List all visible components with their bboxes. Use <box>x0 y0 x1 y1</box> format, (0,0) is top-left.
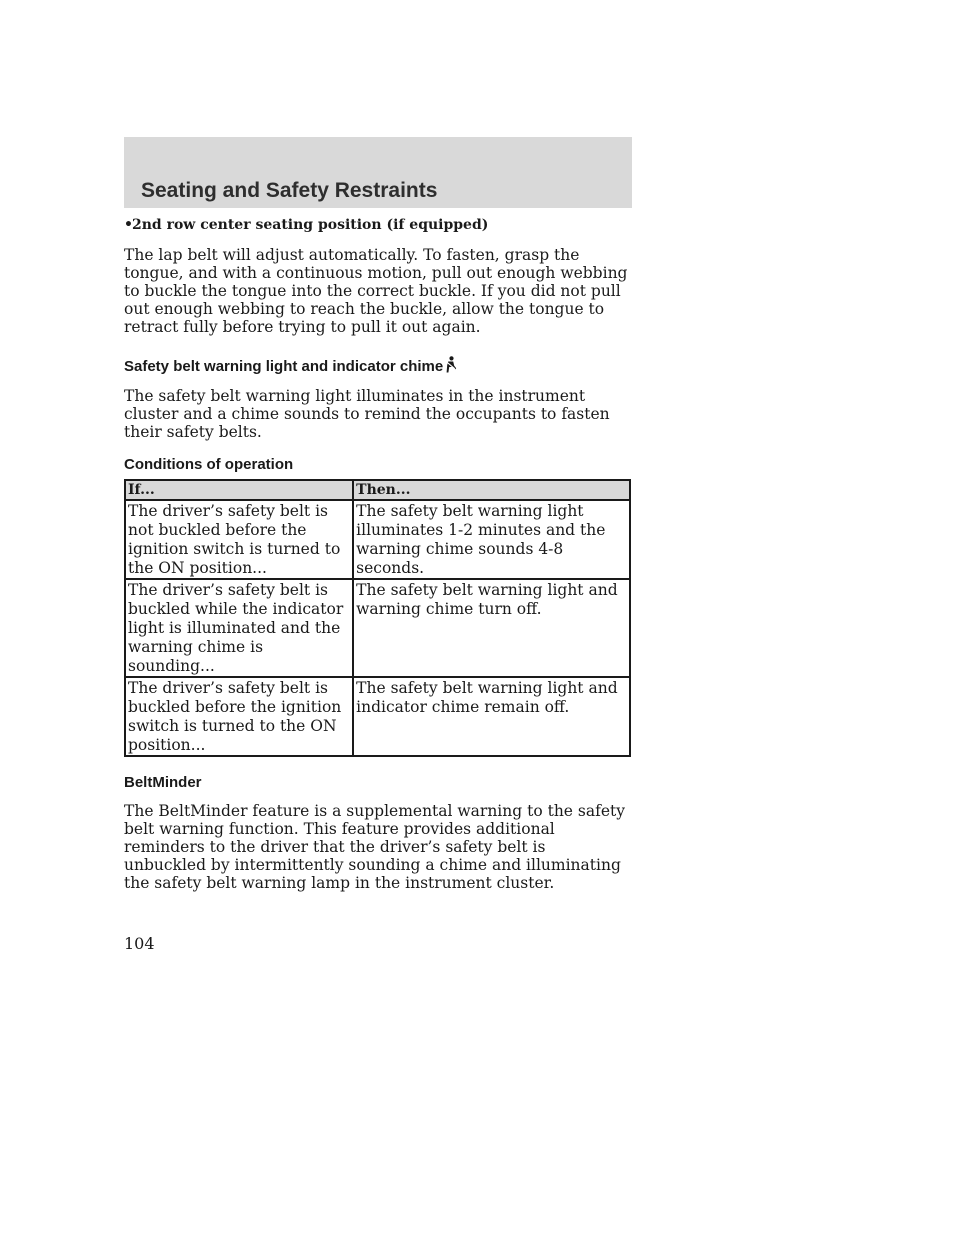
beltminder-paragraph: The BeltMinder feature is a supplemental warning to the safety belt warning function. This feature provides additional reminders to the driver that the driver’s safety belt is unbuckled by intermittently sounding a chime and illuminating the safety belt warning lamp in the instrument cluster. <box>124 802 625 892</box>
table-header-if: If... <box>125 480 353 500</box>
warning-heading <box>124 356 632 378</box>
table-row <box>125 579 630 677</box>
seatbelt-icon <box>445 356 457 378</box>
conditions-table <box>124 479 631 757</box>
table-header-row <box>125 480 630 500</box>
bullet-icon: • <box>124 217 133 233</box>
section-header-band <box>124 137 632 208</box>
table-header-then: Then... <box>353 480 630 500</box>
warning-paragraph: The safety belt warning light illuminates in the instrument cluster and a chime sounds to remind the occupants to fasten their safety belts. <box>124 387 610 441</box>
table-cell-condition: The driver’s safety belt is not buckled before the ignition switch is turned to the ON position... <box>125 500 353 579</box>
table-cell-condition: The driver’s safety belt is buckled while the indicator light is illuminated and the warning chime is sounding... <box>125 579 353 677</box>
table-row <box>125 677 630 756</box>
lap-belt-paragraph: The lap belt will adjust automatically. To fasten, grasp the tongue, and with a continuous motion, pull out enough webbing to buckle the tongue into the correct buckle. If you did not pull out enough webbing to reach the buckle, allow the tongue to retract fully before trying to pull it out again. <box>124 246 628 336</box>
bullet-text: 2nd row center seating position (if equipped) <box>132 217 489 233</box>
warning-heading-text: Safety belt warning light and indicator chime <box>124 358 444 375</box>
beltminder-heading: BeltMinder <box>124 774 202 791</box>
conditions-heading: Conditions of operation <box>124 456 294 473</box>
page-content <box>124 215 632 892</box>
page-number: 104 <box>124 934 155 953</box>
bullet-item <box>124 215 632 235</box>
table-row <box>125 500 630 579</box>
table-cell-result: The safety belt warning light and warning chime turn off. <box>353 579 630 677</box>
table-cell-result: The safety belt warning light and indicator chime remain off. <box>353 677 630 756</box>
table-cell-condition: The driver’s safety belt is buckled before the ignition switch is turned to the ON position... <box>125 677 353 756</box>
section-title: Seating and Safety Restraints <box>141 179 438 202</box>
table-cell-result: The safety belt warning light illuminates 1-2 minutes and the warning chime sounds 4-8 seconds. <box>353 500 630 579</box>
